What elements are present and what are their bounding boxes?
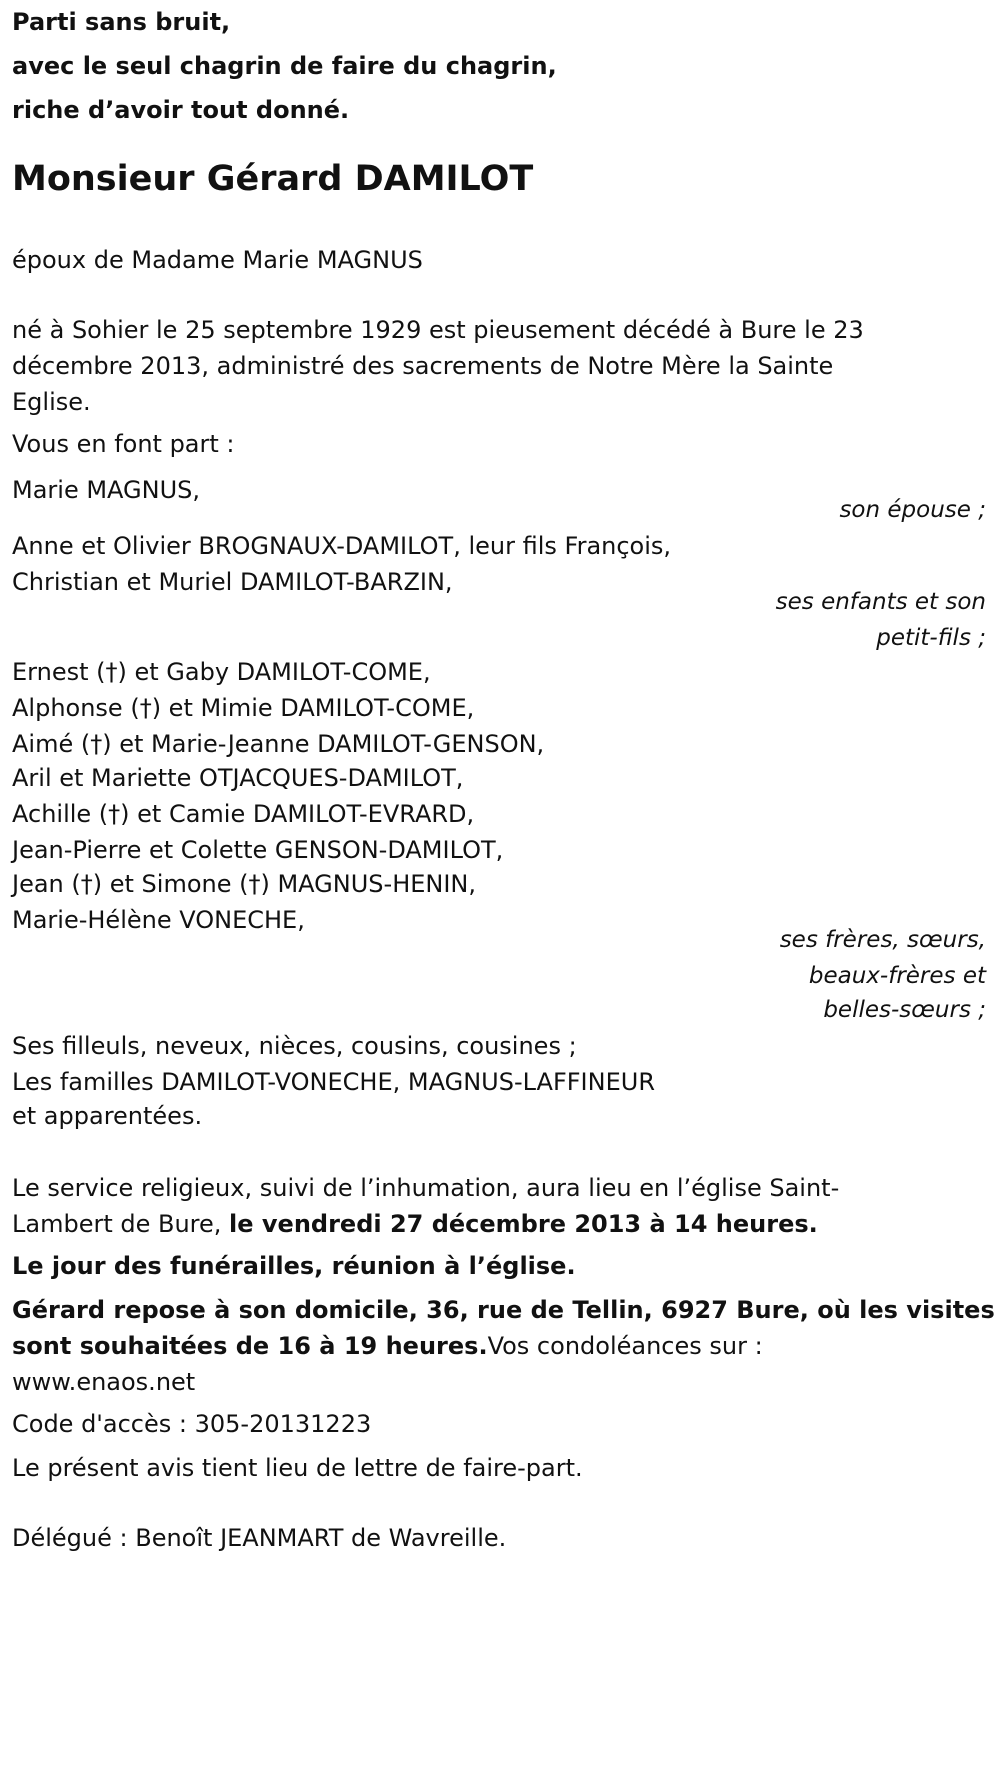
group2-name-2: Christian et Muriel DAMILOT-BARZIN, [12,568,453,596]
epigraph-line-2: avec le seul chagrin de faire du chagrin, [12,52,557,80]
group3-relation-1: ses frères, sœurs, [779,927,986,953]
service-line-2 [12,1204,818,1244]
meeting-line: Le jour des funérailles, réunion à l’église. [12,1252,576,1280]
group3-relation-3: belles-sœurs ; [823,997,986,1023]
service-line-1: Le service religieux, suivi de l’inhumation, aura lieu en l’église Saint- [12,1174,840,1202]
group3-name-1: Ernest (†) et Gaby DAMILOT-COME, [12,658,431,686]
rest-line-1: Gérard repose à son domicile, 36, rue de Tellin, 6927 Bure, où les visites [12,1296,995,1324]
group3-name-6: Jean-Pierre et Colette GENSON-DAMILOT, [12,836,504,864]
group3-name-3: Aimé (†) et Marie-Jeanne DAMILOT-GENSON, [12,730,545,758]
condolences-website: www.enaos.net [12,1368,196,1396]
birth-death-line-1: né à Sohier le 25 septembre 1929 est pieusement décédé à Bure le 23 [12,316,864,344]
birth-death-line-3: Eglise. [12,388,91,416]
others-line-2: Les familles DAMILOT-VONECHE, MAGNUS-LAFFINEUR [12,1068,655,1096]
group2-relation-2: petit-fils ; [876,625,986,651]
group3-name-2: Alphonse (†) et Mimie DAMILOT-COME, [12,694,475,722]
access-code: Code d'accès : 305-20131223 [12,1410,372,1438]
others-line-1: Ses filleuls, neveux, nièces, cousins, cousines ; [12,1032,577,1060]
group2-relation-1: ses enfants et son [775,589,986,615]
epigraph-line-1: Parti sans bruit, [12,8,231,36]
delegate-line: Délégué : Benoît JEANMART de Wavreille. [12,1524,507,1552]
group2-name-1: Anne et Olivier BROGNAUX-DAMILOT, leur fils François, [12,532,672,560]
group3-name-7: Jean (†) et Simone (†) MAGNUS-HENIN, [12,870,477,898]
epigraph-line-3: riche d’avoir tout donné. [12,96,350,124]
service-location: Lambert de Bure, [12,1210,230,1238]
deceased-name: Monsieur Gérard DAMILOT [12,159,534,199]
rest-line-2 [12,1326,763,1366]
group3-relation-2: beaux-frères et [808,963,986,989]
service-datetime: le vendredi 27 décembre 2013 à 14 heures. [229,1210,818,1238]
condolences-label: Vos condoléances sur : [487,1332,763,1360]
birth-death-line-2: décembre 2013, administré des sacrements de Notre Mère la Sainte [12,352,834,380]
others-line-3: et apparentées. [12,1102,203,1130]
spouse-line: époux de Madame Marie MAGNUS [12,246,423,274]
notice-line: Le présent avis tient lieu de lettre de faire-part. [12,1454,583,1482]
group1-relation-1: son épouse ; [839,497,986,523]
group3-name-8: Marie-Hélène VONECHE, [12,906,305,934]
visiting-hours: sont souhaitées de 16 à 19 heures. [12,1332,488,1360]
group1-name-1: Marie MAGNUS, [12,476,201,504]
group3-name-5: Achille (†) et Camie DAMILOT-EVRARD, [12,800,475,828]
group3-name-4: Aril et Mariette OTJACQUES-DAMILOT, [12,764,464,792]
announce-line: Vous en font part : [12,430,235,458]
